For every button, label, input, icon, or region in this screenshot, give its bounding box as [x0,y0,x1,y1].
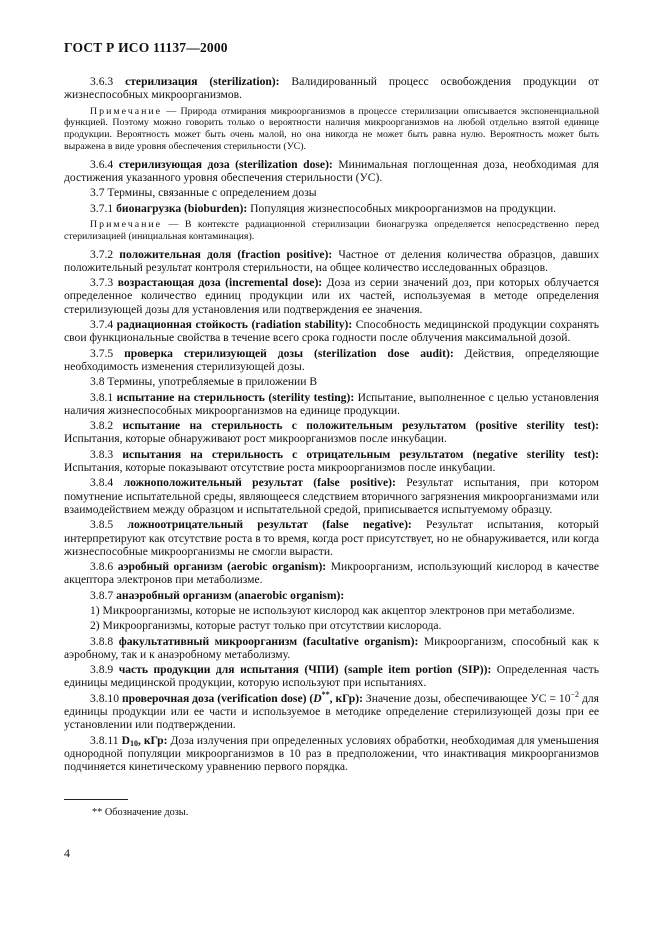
clause-3-8-7: 3.8.7 анаэробный организм (anaerobic organism): [90,588,345,602]
term: испытания на стерильность с отрицательным результатом (negative sterility test): [122,447,599,461]
note-label: Примечание [90,105,163,117]
clause-3-7-5: 3.7.5 проверка стерилизующей дозы (sterilization dose audit): Действия, определяющие необходимость изменения стерилизующей дозы. [64,346,599,373]
clause-3-7-1: 3.7.1 бионагрузка (bioburden): Популяция жизнеспособных микроорганизмов на продукции. [90,201,557,215]
note-1: Примечание — Природа отмирания микроорганизмов в процессе стерилизации описывается экспоненциальной функцией. Поэтому можно говорить только о вероятности наличия микроорганизмов на любой отдельно взятой единице продукции. Вероятность может быть очень малой, но она никогда не может быть равна нулю. Вероятность может быть выражена в виде уровня обеспечения стерильности (УС). [64,105,599,152]
clause-3-8-7-item-2: 2) Микроорганизмы, которые растут только при отсутствии кислорода. [90,619,442,633]
term: ложноположительный результат (false positive): [123,476,396,490]
term: бионагрузка (bioburden): [116,201,248,215]
page-number: 4 [64,846,70,860]
term: стерилизация (sterilization): [125,75,280,88]
clause-3-8-2: 3.8.2 испытание на стерильность с положительным результатом (positive sterility test): Испытания, которые обнаруживают рост микроорганизмов после инкубации. [64,419,599,446]
clause-3-7-4: 3.7.4 радиационная стойкость (radiation stability): Способность медицинской продукции сохранять свои функциональные свойства в течение всего срока годности после облучения максимальной дозой. [64,318,599,345]
footnote-divider [64,799,128,800]
clause-3-8-8: 3.8.8 факультативный микроорганизм (facultative organism): Микроорганизм, способный как к аэробному, так и к анаэробному метаболизму. [64,634,599,661]
term: $D_{10}$, кГр: [121,733,168,748]
section-3-8: 3.8 Термины, употребляемые в приложении В [90,375,318,389]
document-header: ГОСТ Р ИСО 11137—2000 [64,40,228,55]
clause-3-7-3: 3.7.3 возрастающая доза (incremental dose): Доза из серии значений доз, при которых облучается определенное количество единиц продукции или их частей, используемая в методе определения стерилизующей дозы для установления или подтверждения ее значения. [64,276,599,316]
clause-3-6-3: 3.6.3 стерилизация (sterilization): Валидированный процесс освобождения продукции от жизнеспособных микроорганизмов. [64,75,599,102]
clause-3-8-4: 3.8.4 ложноположительный результат (false positive): Результат испытания, при котором помутнение испытательной среды, являющееся следствием вторичного загрязнения микроорганизмами или взаимодействием между образцом и испытательной средой, приписывается испытуемому образцу. [64,476,599,516]
term: проверка стерилизующей дозы (sterilization dose audit): [124,346,454,360]
term: ложноотрицательный результат (false negative): [127,518,412,532]
term: испытание на стерильность (sterility testing): [116,390,355,404]
term: аэробный организм (aerobic organism): [117,560,327,574]
clause-3-8-11: 3.8.11 $D_{10}$, кГр: Доза излучения при определенных условиях обработки, необходимая для уменьшения однородной популяции микроорганизмов в 10 раз в предположении, что инактивация микроорганизмов подчиняется кинетическому уравнению первого порядка. [64,733,599,774]
clause-3-8-10: 3.8.10 проверочная доза (verification dose) (D**, кГр): Значение дозы, обеспечивающее УС = $10^{-2}$ для единицы продукции или ее части и используемое в методике определение стерилизующей дозы при ее установлении или подтверждении. [64,689,599,732]
clause-3-8-1: 3.8.1 испытание на стерильность (sterility testing): Испытание, выполненное с целью установления наличия жизнеспособных микроорганизмов на единице продукции. [64,390,599,417]
clause-3-8-3: 3.8.3 испытания на стерильность с отрицательным результатом (negative sterility test): Испытания, которые показывают отсутствие роста микроорганизмов после инкубации. [64,447,599,475]
term: возрастающая доза (incremental dose): [117,276,323,290]
term: испытание на стерильность с положительным результатом (positive sterility test): [122,419,599,433]
section-3-7: 3.7 Термины, связанные с определением дозы [90,186,317,200]
term: часть продукции для испытания (ЧПИ) (sample item portion (SIP)): [118,663,492,677]
clause-3-8-9: 3.8.9 часть продукции для испытания (ЧПИ) (sample item portion (SIP)): Определенная часть единицы медицинской продукции, которую используют при испытаниях. [64,663,599,690]
term: положительная доля (fraction positive): [119,247,333,261]
document-body [64,75,599,776]
clause-3-8-5: 3.8.5 ложноотрицательный результат (false negative): Результат испытания, который интерпретируют как отсутствие роста в то время, когда рост присутствует, но не обнаруживается, или когда жизнеспособные микроорганизмы не смогли вырасти. [64,518,599,558]
note-label: Примечание [90,218,163,230]
clause-3-8-6: 3.8.6 аэробный организм (aerobic organism): Микроорганизм, использующий кислород в качестве акцептора электронов при метаболизме. [64,560,599,587]
term: факультативный микроорганизм (facultative organism): [118,634,419,648]
clause-3-6-4: 3.6.4 стерилизующая доза (sterilization dose): Минимальная поглощенная доза, необходимая для достижения указанного уровня обеспечения стерильности (УС). [64,157,600,185]
term: проверочная доза (verification dose) (D**, кГр): [121,689,363,705]
term: анаэробный организм (anaerobic organism): [116,588,345,602]
note-2: Примечание — В контексте радиационной стерилизации бионагрузка определяется непосредственно перед стерилизацией (инициальная контаминация). [64,218,599,242]
clause-3-7-2: 3.7.2 положительная доля (fraction positive): Частное от деления количества образцов, давших положительный результат контроля стерильности, на общее количество исследованных образцов. [64,247,599,274]
term: радиационная стойкость (radiation stability): [116,318,353,332]
footnote: ** Обозначение дозы. [92,807,189,818]
term: стерилизующая доза (sterilization dose): [118,157,333,171]
clause-3-8-7-item-1: 1) Микроорганизмы, которые не используют кислород как акцептор электронов при метаболизме. [90,603,575,617]
